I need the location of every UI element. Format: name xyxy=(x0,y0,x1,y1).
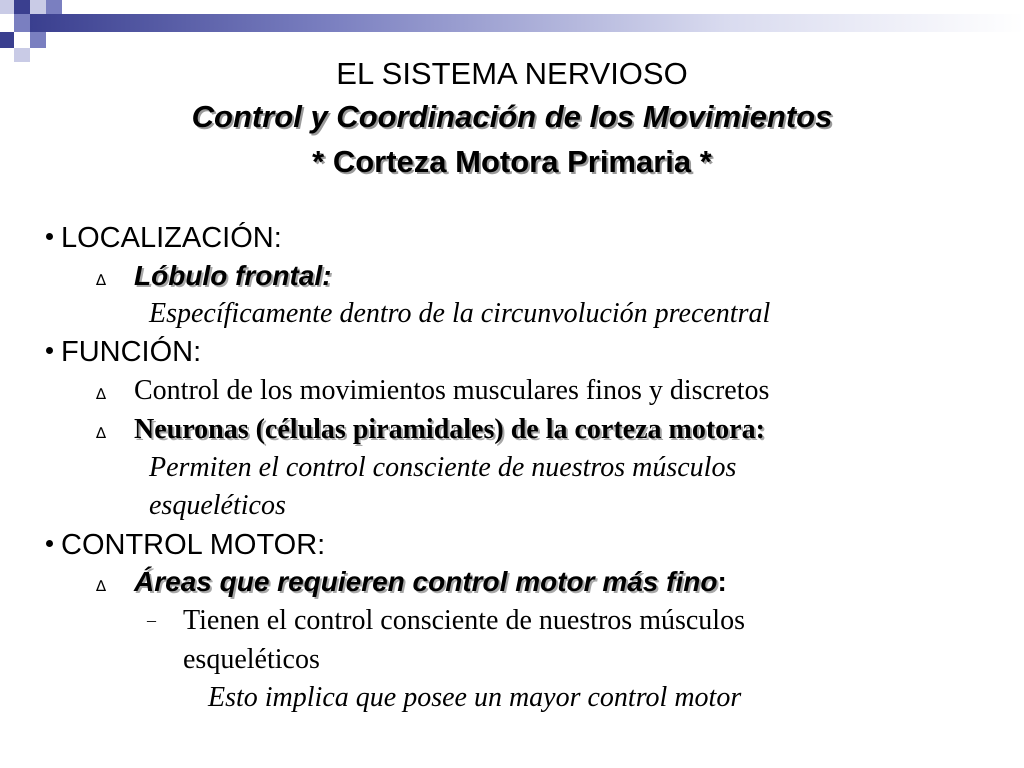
section-heading xyxy=(46,334,201,370)
delta-bullet-icon: ∆ xyxy=(96,385,107,403)
sub-item-text: esqueléticos xyxy=(183,644,320,675)
section-heading xyxy=(46,527,325,563)
slide-title: EL SISTEMA NERVIOSO xyxy=(336,56,688,91)
item-text: Control de los movimientos musculares finos y discretos xyxy=(134,375,770,406)
section-heading-text: FUNCIÓN: xyxy=(61,336,202,368)
delta-bullet-icon: ∆ xyxy=(96,577,107,595)
section-heading-text: CONTROL MOTOR: xyxy=(61,529,326,561)
sub-item-note: Esto implica que posee un mayor control motor xyxy=(208,682,742,713)
item-detail: Específicamente dentro de la circunvolución precentral xyxy=(149,298,771,329)
item-text-suffix: : xyxy=(717,566,727,597)
dash-bullet-icon: – xyxy=(147,610,156,630)
section-heading-text: LOCALIZACIÓN: xyxy=(61,222,282,254)
item-text: Neuronas (células piramidales) de la corteza motora: xyxy=(134,414,765,445)
bullet-dot-icon xyxy=(46,347,53,354)
item-text-main: Áreas que requieren control motor más fino xyxy=(134,566,718,597)
section-heading xyxy=(46,220,282,256)
slide-topic: * Corteza Motora Primaria * xyxy=(312,144,712,179)
item-text: Lóbulo frontal: xyxy=(134,260,332,291)
bullet-dot-icon xyxy=(46,540,53,547)
item-text xyxy=(134,564,727,600)
delta-bullet-icon: ∆ xyxy=(96,424,107,442)
delta-bullet-icon: ∆ xyxy=(96,271,107,289)
bullet-dot-icon xyxy=(46,233,53,240)
slide-subtitle: Control y Coordinación de los Movimientos xyxy=(191,99,833,134)
item-detail: Permiten el control consciente de nuestros músculos xyxy=(149,452,737,483)
sub-item-text: Tienen el control consciente de nuestros músculos xyxy=(183,605,745,636)
item-detail: esqueléticos xyxy=(149,490,286,521)
